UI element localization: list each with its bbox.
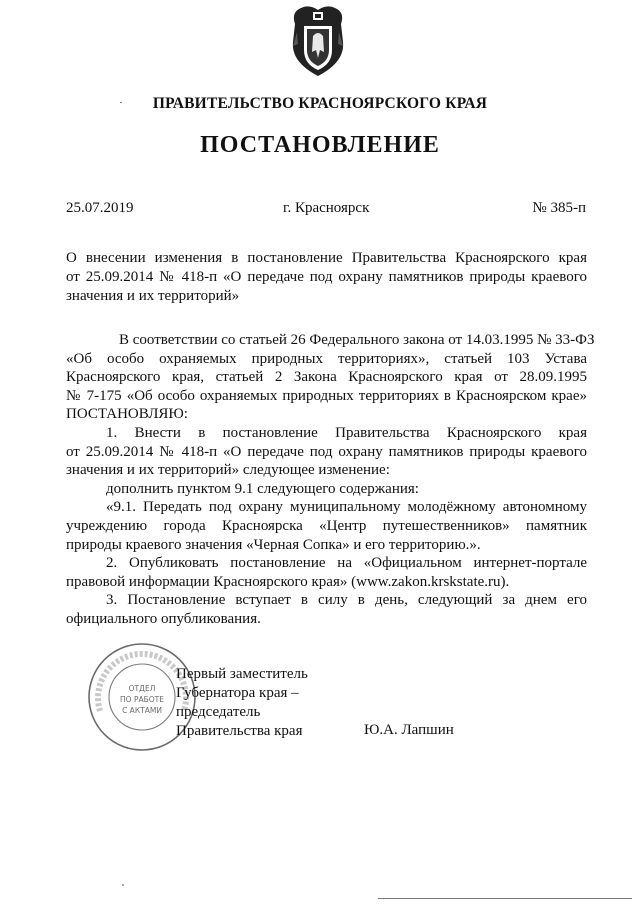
document-number: № 385-п [532, 200, 586, 216]
signer-name: Ю.А. Лапшин [364, 722, 454, 738]
body-line: 1. Внести в постановление Правительства Красноярского края [106, 424, 587, 441]
signer-position: Губернатора края – [176, 685, 299, 701]
coat-of-arms-emblem [287, 2, 349, 78]
body-line: В соответствии со статьей 26 Федерального закона от 14.03.1995 № 33-ФЗ [119, 332, 595, 348]
document-date: 25.07.2019 [66, 200, 134, 216]
bottom-rule [378, 898, 632, 899]
document-city: г. Красноярск [283, 200, 370, 216]
body-line: правовой информации Красноярского края» (www.zakon.krskstate.ru). [66, 573, 510, 590]
subject-line: О внесении изменения в постановление Правительства Красноярского края [66, 250, 587, 266]
body-line: от 25.09.2014 № 418-п «О передаче под охрану памятников природы краевого [66, 443, 587, 460]
scan-artifact [120, 102, 122, 103]
signer-position: Первый заместитель [176, 666, 308, 682]
subject-line: значения и их территорий» [66, 288, 240, 304]
body-line: 2. Опубликовать постановление на «Официальном интернет-портале [106, 555, 587, 572]
body-line: «Об особо охраняемых природных территориях», статьей 103 Устава [66, 350, 587, 367]
document-subject [66, 249, 587, 306]
body-line: значения и их территорий» следующее изменение: [66, 462, 390, 479]
body-line: природы краевого значения «Черная Сопка» и его территорию.». [66, 536, 481, 553]
body-line: ПОСТАНОВЛЯЮ: [66, 406, 188, 423]
body-line: № 7-175 «Об особо охраняемых природных территориях в Красноярском крае» [66, 387, 587, 404]
government-name: ПРАВИТЕЛЬСТВО КРАСНОЯРСКОГО КРАЯ [152, 95, 488, 112]
stamp-text: С АКТАМИ [122, 706, 162, 715]
signer-position: председатель [176, 704, 261, 720]
body-line: дополнить пунктом 9.1 следующего содержания: [106, 480, 419, 497]
signer-position: Правительства края [176, 723, 303, 739]
subject-line: от 25.09.2014 № 418-п «О передаче под охрану памятников природы краевого [66, 269, 587, 285]
body-line: официального опубликования. [66, 610, 261, 627]
scan-artifact [122, 884, 124, 886]
stamp-text: ПО РАБОТЕ [120, 695, 164, 704]
body-line: учреждению города Красноярска «Центр путешественников» памятник [66, 517, 587, 534]
body-line: Красноярского края, статьей 2 Закона Красноярского края от 28.09.1995 [66, 369, 587, 386]
document-body [66, 331, 595, 629]
signature-block [176, 665, 308, 741]
body-line: 3. Постановление вступает в силу в день, следующий за днем его [106, 592, 587, 609]
document-title: ПОСТАНОВЛЕНИЕ [200, 132, 440, 158]
stamp-text: ОТДЕЛ [128, 684, 156, 693]
body-line: «9.1. Передать под охрану муниципальному молодёжному автономному [106, 499, 587, 516]
